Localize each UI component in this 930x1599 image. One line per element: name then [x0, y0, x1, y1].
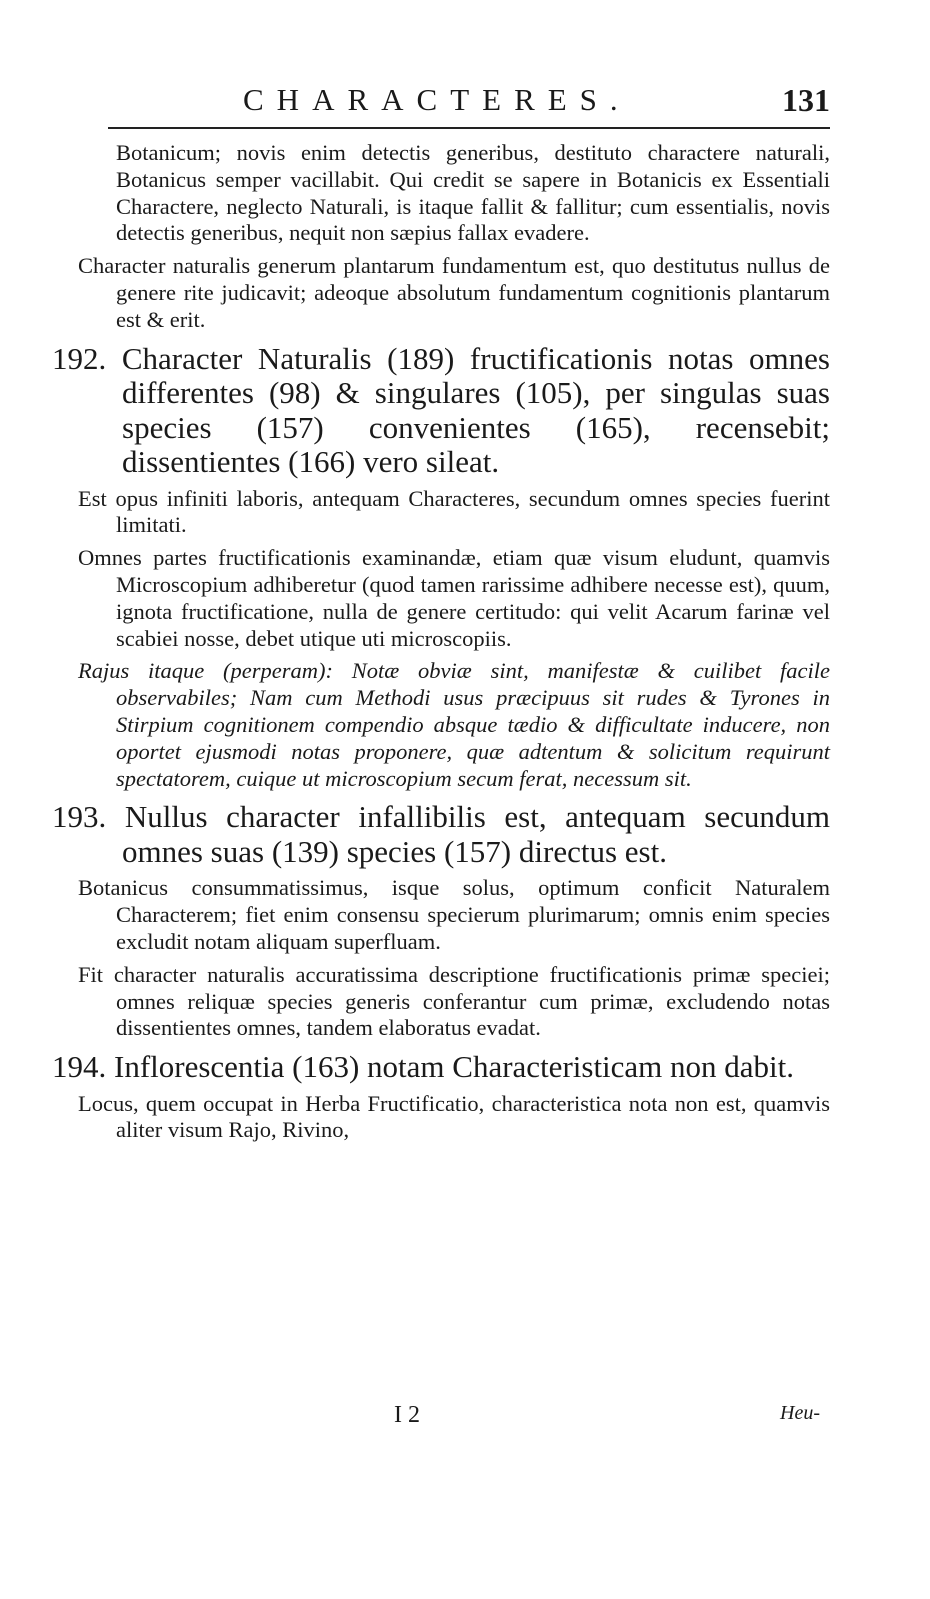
page-footer: [0, 1402, 930, 1434]
catchword: Heu-: [780, 1402, 820, 1424]
header-rule: [108, 127, 830, 129]
page-number: 131: [782, 82, 830, 118]
running-head: CHARACTERES.: [243, 82, 631, 117]
paragraph-botanicus: Botanicus consummatissimus, isque solus, optimum conficit Naturalem Characterem; fiet enim consensu specierum plurimarum; omnis enim species excludit notam aliquam superfluam.: [78, 875, 830, 954]
paragraph-rajus-quote: Rajus itaque (perperam): Notæ obviæ sint, manifestæ & cuilibet facile observabiles; Nam cum Methodi usus præcipuus sit rudes & Tyrones in Stirpium cognitionem compendio absque tædio & difficultate inducere, non oportet ejusmodi notas proponere, quæ adtentum & solicitum requirunt spectatorem, cuique ut microscopium secum ferat, necessum sit.: [78, 658, 830, 791]
page-header: [108, 82, 830, 128]
paragraph-character-naturalis: Character naturalis generum plantarum fundamentum est, quo destitutus nullus de genere rite judicavit; adeoque absolutum fundamentum cognitionis plantarum est & erit.: [78, 253, 830, 332]
paragraph-omnes-partes: Omnes partes fructificationis examinandæ, etiam quæ visum eludunt, quamvis Microscopium adhiberetur (quod tamen rarissime adhibere necesse est), quum, ignota fructificatione, nulla de genere certitudo: qui velit Acarum farinæ vel scabiei nosse, debet utique uti microscopiis.: [78, 545, 830, 651]
paragraph-opus-infiniti: Est opus infiniti laboris, antequam Characteres, secundum omnes species fuerint limitati.: [78, 485, 830, 538]
aphorism-192: 192. Character Naturalis (189) fructificationis notas omnes differentes (98) & singulares (105), per singulas suas species (157) convenientes (165), recensebit; dissentientes (166) vero sileat.: [52, 340, 830, 480]
page-body: [0, 140, 930, 1144]
paragraph-locus: Locus, quem occupat in Herba Fructificatio, characteristica nota non est, quamvis aliter visum Rajo, Rivino,: [78, 1090, 830, 1143]
aphorism-193: 193. Nullus character infallibilis est, antequam secundum omnes suas (139) species (157) directus est.: [52, 799, 830, 869]
signature-mark: I 2: [394, 1402, 420, 1428]
paragraph-continuation: Botanicum; novis enim detectis generibus, destituto charactere naturali, Botanicus semper vacillabit. Qui credit se sapere in Botanicis ex Essentiali Charactere, neglecto Naturali, is itaque fallit & fallitur; cum essentialis, novis detectis generibus, nequit non sæpius fallax evadere.: [116, 140, 830, 246]
aphorism-194: 194. Inflorescentia (163) notam Characteristicam non dabit.: [52, 1049, 795, 1085]
paragraph-fit-character: Fit character naturalis accuratissima descriptione fructificationis primæ speciei; omnes reliquæ species generis conferantur cum primæ, excludendo notas dissentientes omnes, tandem elaboratus evadat.: [78, 961, 830, 1041]
